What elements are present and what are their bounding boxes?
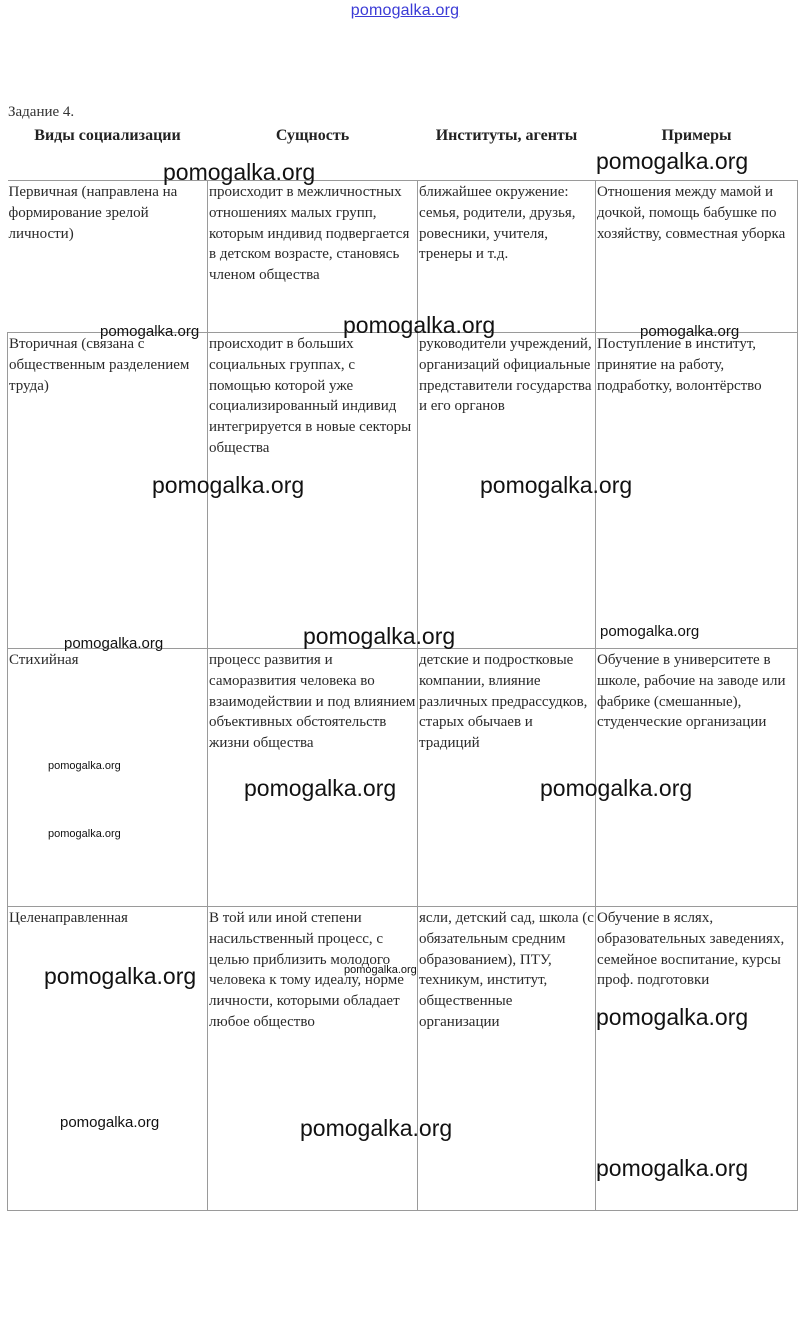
watermark: pomogalka.org [100, 323, 200, 340]
table-row [8, 907, 798, 1211]
cell-examples: Обучение в университете в школе, рабочие на заводе или фабрике (смешанные), студенческие организации [596, 649, 798, 907]
task-title: Задание 4. [8, 104, 75, 120]
cell-essence: происходит в больших социальных группах, с помощью которой уже социализированный индивид интегрируется в новые секторы общества [208, 333, 418, 649]
watermark: pomogalka.org [48, 828, 121, 840]
watermark: pomogalka.org [596, 1155, 749, 1181]
watermark: pomogalka.org [343, 312, 496, 338]
watermark: pomogalka.org [48, 760, 121, 772]
cell-essence: В той или иной степени насильственный процесс, с целью приблизить молодого человека к тому идеалу, норме личности, которыми обладает любое общество [208, 907, 418, 1211]
cell-agents: ясли, детский сад, школа (с обязательным средним образованием), ПТУ, техникум, институт, общественные организации [418, 907, 596, 1211]
watermark: pomogalka.org [303, 623, 456, 649]
watermark: pomogalka.org [596, 1004, 749, 1030]
site-header-link[interactable]: pomogalka.org [350, 2, 460, 19]
cell-type: Стихийная [8, 649, 208, 907]
watermark: pomogalka.org [64, 635, 164, 652]
header-examples: Примеры [596, 124, 798, 181]
watermark: pomogalka.org [244, 775, 397, 801]
cell-agents: ближайшее окружение: семья, родители, друзья, ровесники, учителя, тренеры и т.д. [418, 181, 596, 333]
cell-type: Первичная (направлена на формирование зрелой личности) [8, 181, 208, 333]
cell-type: Вторичная (связана с общественным разделением труда) [8, 333, 208, 649]
watermark: pomogalka.org [540, 775, 693, 801]
socialization-table [7, 124, 798, 1211]
cell-examples: Поступление в институт, принятие на работу, подработку, волонтёрство [596, 333, 798, 649]
header-types: Виды социализации [8, 124, 208, 181]
cell-essence: процесс развития и саморазвития человека во взаимодействии и под влиянием объективных обстоятельств жизни общества [208, 649, 418, 907]
table-row [8, 649, 798, 907]
watermark: pomogalka.org [152, 472, 305, 498]
watermark: pomogalka.org [640, 323, 740, 340]
watermark: pomogalka.org [344, 964, 417, 976]
cell-examples: Обучение в яслях, образовательных заведениях, семейное воспитание, курсы проф. подготовки [596, 907, 798, 1211]
header-agents: Институты, агенты [418, 124, 596, 181]
watermark: pomogalka.org [300, 1115, 453, 1141]
cell-agents: детские и подростковые компании, влияние различных предрассудков, старых обычаев и традиций [418, 649, 596, 907]
cell-essence: происходит в межличностных отношениях малых групп, которым индивид подвергается в детском возрасте, становясь членом общества [208, 181, 418, 333]
cell-type: Целенаправленная [8, 907, 208, 1211]
watermark: pomogalka.org [596, 148, 749, 174]
watermark: pomogalka.org [600, 623, 700, 640]
table-row [8, 333, 798, 649]
watermark: pomogalka.org [163, 159, 316, 185]
cell-examples: Отношения между мамой и дочкой, помощь бабушке по хозяйству, совместная уборка [596, 181, 798, 333]
table-row [8, 181, 798, 333]
header-essence: Сущность [208, 124, 418, 181]
watermark: pomogalka.org [60, 1114, 160, 1131]
watermark: pomogalka.org [44, 963, 197, 989]
table-header-row [8, 124, 798, 181]
cell-agents: руководители учреждений, организаций официальные представители государства и его органов [418, 333, 596, 649]
watermark: pomogalka.org [480, 472, 633, 498]
